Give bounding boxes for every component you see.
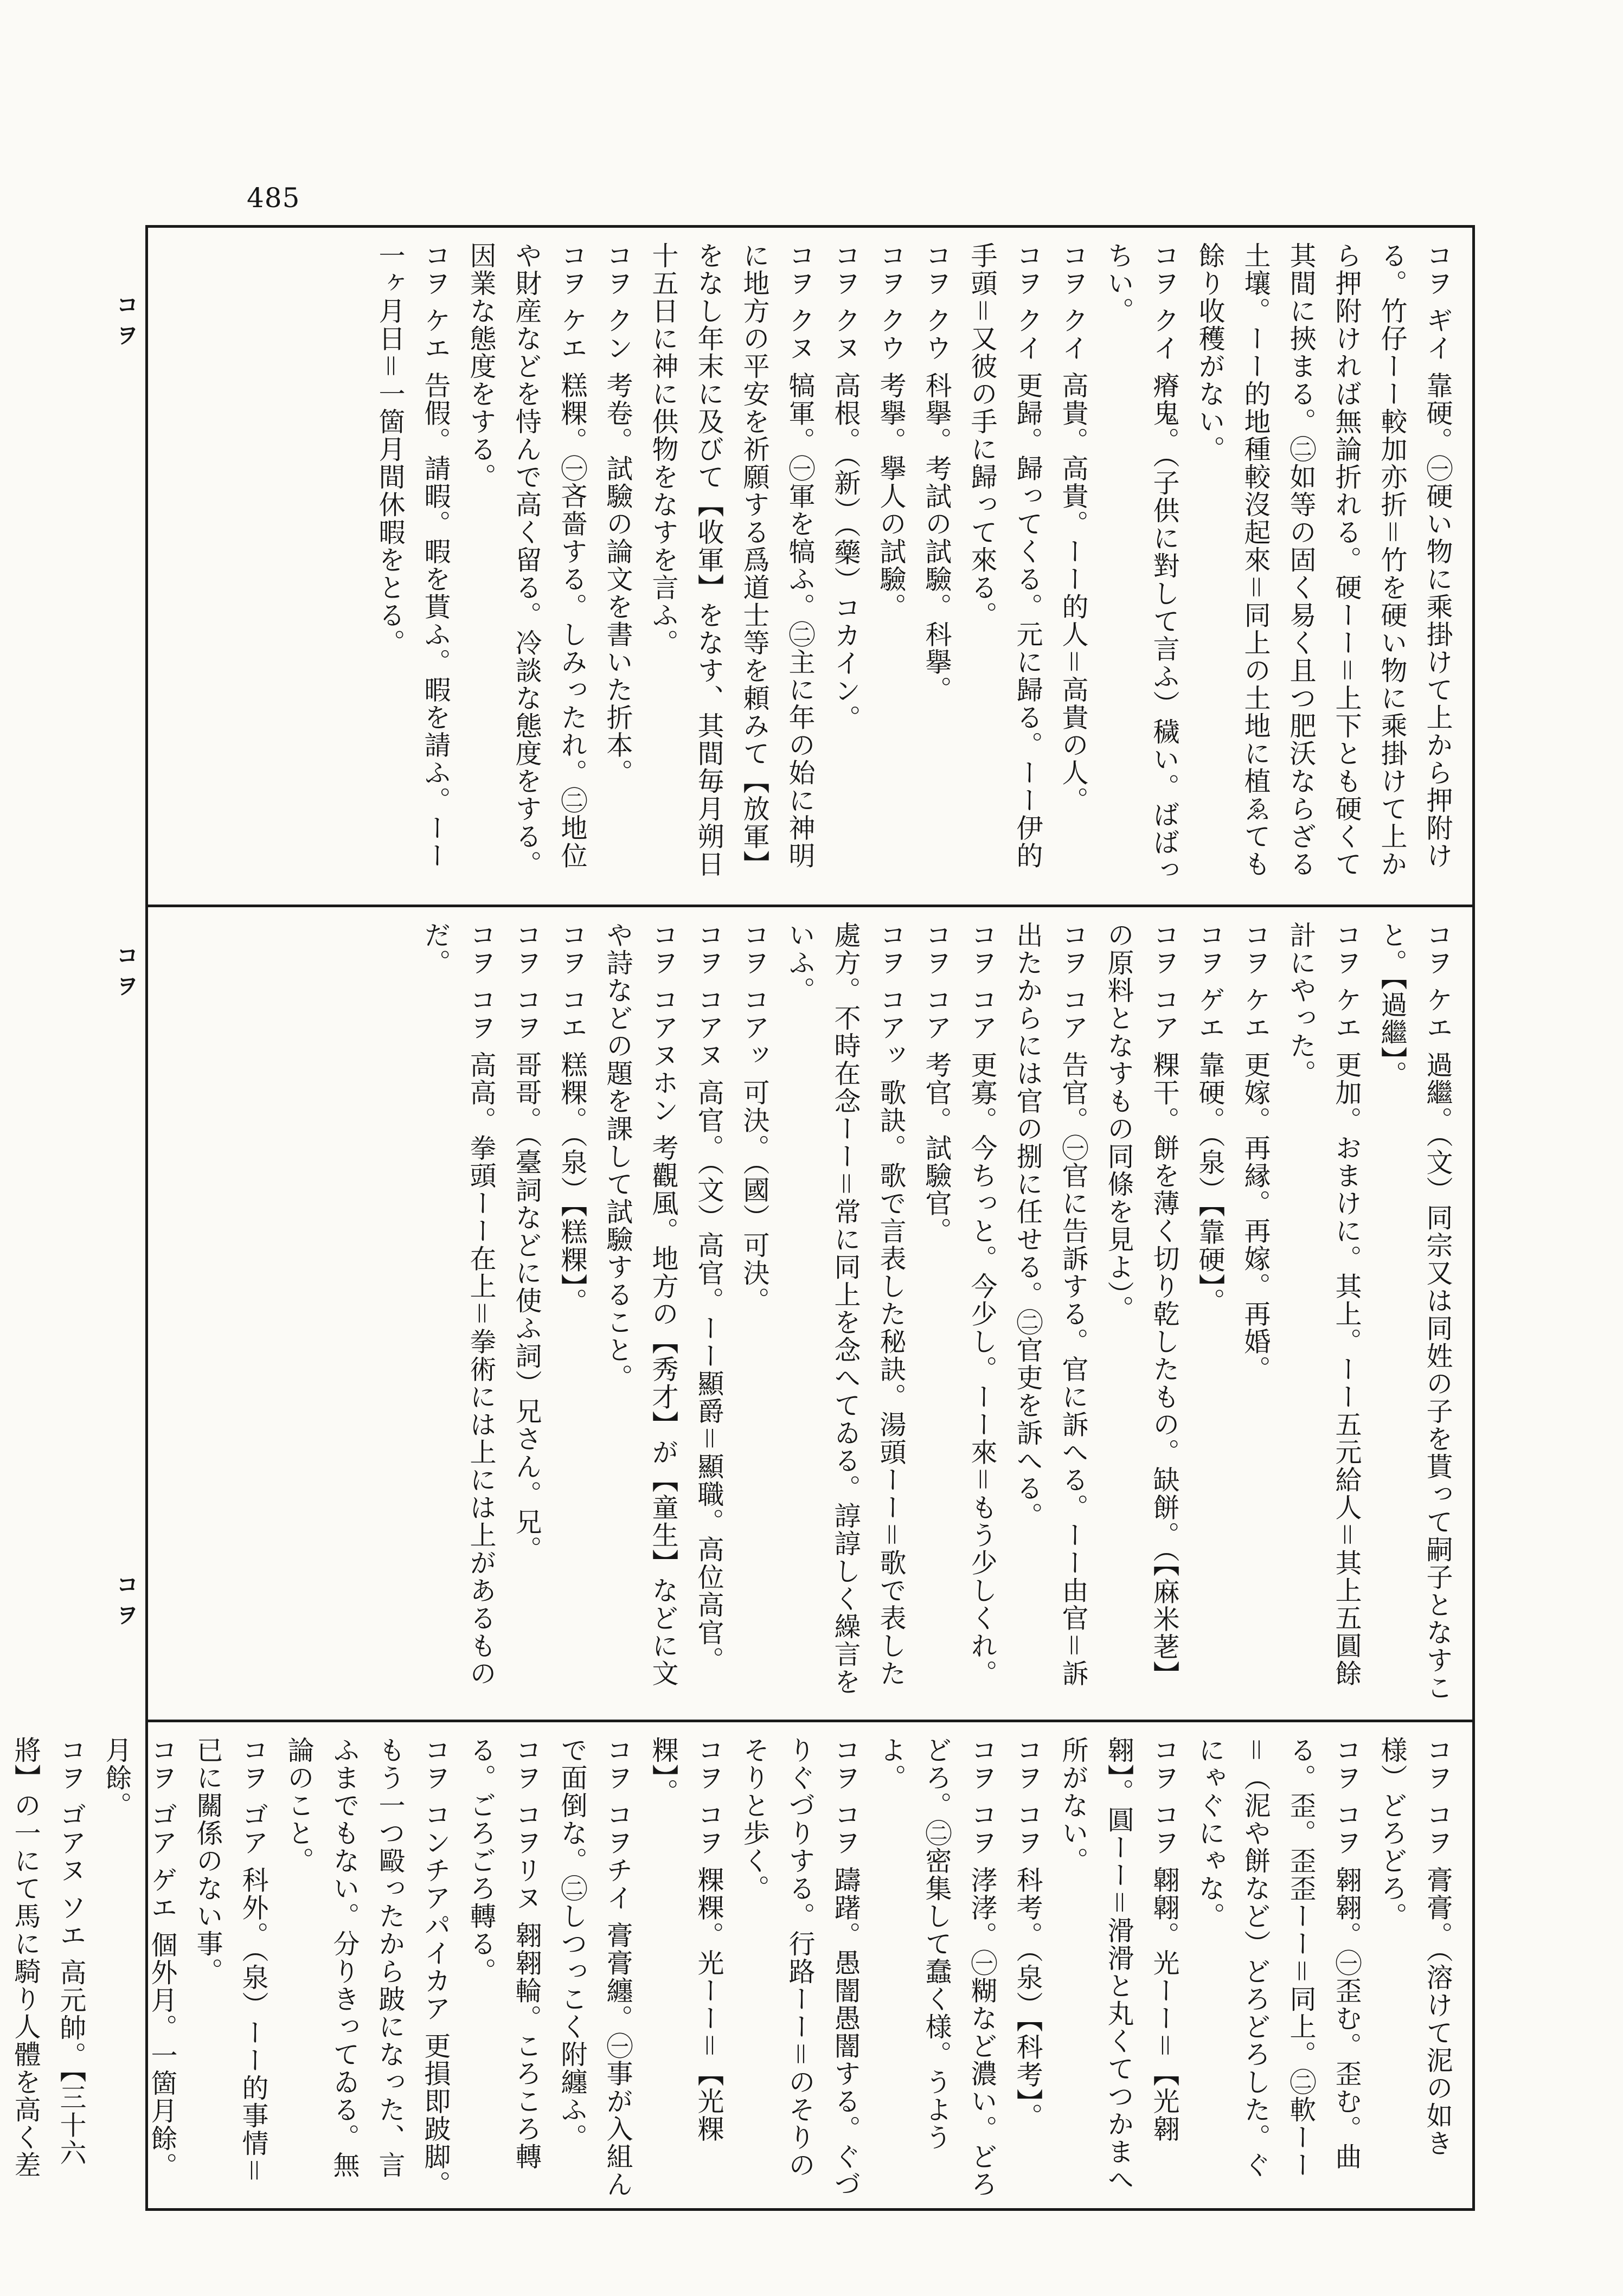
dictionary-entry: コヲ コヲ 翺翺。光ーー＝【光翱翱】。圓ーー＝滑滑と丸くてつかまへ所がない。 [1058, 1736, 1180, 2194]
dictionary-entry: コヲ コア 更寡。今ちっと。今少し。ーー來＝もう少しくれ。 [967, 921, 998, 1688]
dictionary-entry: コヲ コヲ 高高。拳頭ーー在上＝拳術には上には上があるものだ。 [420, 921, 497, 1688]
dictionary-entry: コヲ クヌ 犒軍。㊀軍を犒ふ。㊁主に年の始に神明に地方の平安を祈願する爲道士等を頼みて【放軍】をなし年末に及びて【收軍】をなす、其間毎月朔日十五日に神に供物をなすを言ふ。 [648, 242, 816, 878]
dictionary-entry: コヲ コヲ 翱翱。㊀歪む。歪む。曲る。歪。歪歪ーー＝同上。㊁軟ーー＝（泥や餅など）どろどろした。ぐにゃぐにゃな。 [1195, 1736, 1362, 2179]
tier-middle [148, 907, 1472, 1722]
dictionary-entry: コヲ ケエ 更嫁。再縁。再嫁。再婚。 [1240, 921, 1271, 1383]
dictionary-entry: コヲ コアッ 歌訣。歌で言表した秘訣。湯頭ーー＝歌で表した處方。不時在念ーー＝常に同上を念へてゐる。諄諄しく繰言をいふ。 [785, 921, 907, 1696]
dictionary-entry: コヲ コヲチイ 膏膏纏。㊀事が入組んで面倒な。㊁しつっこく附纏ふ。 [557, 1736, 633, 2198]
dictionary-entry: コヲ コア 告官。㊀官に告訴する。官に訴へる。ーー由官＝訴出たからには官の捌に任せる。㊁官吏を訴へる。 [1012, 921, 1089, 1688]
dictionary-entry: コヲ ゲエ 靠硬。（泉）【靠硬】。 [1195, 921, 1226, 1316]
dictionary-entry: コヲ ケエ 告假。請暇。暇を貰ふ。暇を請ふ。ーー一ヶ月日＝一箇月間休暇をとる。 [375, 242, 451, 870]
dictionary-entry: コヲ ゴア ゲエ 個外月。一箇月餘。月餘。 [101, 1736, 178, 2180]
dictionary-entry: コヲ コヲ 粿粿。光ーー＝【光粿粿】。 [648, 1736, 724, 2143]
dictionary-frame [10, 225, 1475, 2211]
dictionary-entry: コヲ クウ 考擧。擧人の試驗。 [876, 242, 907, 621]
dictionary-entry: コヲ クイ 瘠鬼。（子供に對して言ふ）穢い。ばばっちい。 [1104, 242, 1180, 884]
margin-label-middle: コヲ [113, 944, 139, 1004]
dictionary-entry: コヲ クウ 科擧。考試の試驗。科擧。 [921, 242, 952, 704]
dictionary-entry: コヲ コアッ 可決。（國）可決。 [739, 921, 770, 1314]
dictionary-entry: コヲ コア 粿干。餅を薄く切り乾したもの。缺餅。（【麻米荖】の原料となすもの同條を見よ）。 [1104, 921, 1180, 1689]
dictionary-entry: コヲ クイ 高貴。高貴。ーー的人＝高貴の人。 [1058, 242, 1089, 814]
dictionary-entry: コヲ クイ 更歸。歸ってくる。元に歸る。ーー伊的手頭＝又彼の手に歸って來る。 [967, 242, 1043, 870]
dictionary-entry: コヲ コヲ 哥哥。（臺詞などに使ふ詞）兄さん。兄。 [511, 921, 542, 1563]
dictionary-entry: コヲ コヲ 膏膏。（溶けて泥の如き様）どろどろ。 [1377, 1736, 1453, 2157]
dictionary-entry: コヲ ゴアヌ ソエ 高元帥。【三十六將】の一にて馬に騎り人體を高く差 [10, 1736, 87, 2179]
dictionary-entry: コヲ ケエ 糕粿。㊀吝嗇する。しみったれ。㊁地位や財産などを恃んで高く留る。冷談な態度をする。因業な態度をする。 [466, 242, 588, 878]
dictionary-entry: コヲ クヌ 高根。（新）（藥）コカイン。 [830, 242, 861, 733]
dictionary-entry: コヲ コヲ 科考。（泉）【科考】。 [1012, 1736, 1043, 2131]
dictionary-entry: コヲ ケエ 更加。おまけに。其上。ーー五元給人＝其上五圓餘計にやった。 [1286, 921, 1362, 1688]
dictionary-entry: コヲ ケエ 過繼。（文）同宗又は同姓の子を貰って嗣子となすこと。【過繼】。 [1377, 921, 1453, 1702]
dictionary-entry: コヲ コエ 糕粿。（泉）【糕粿】。 [557, 921, 588, 1316]
dictionary-entry: コヲ コヲリヌ 翱翱輪。ころころ轉る。ごろごろ轉る。 [466, 1736, 542, 2171]
dictionary-entry: コヲ コア 考官。試驗官。 [921, 921, 952, 1245]
dictionary-entry: コヲ ギイ 靠硬。㊀硬い物に乘掛けて上から押附ける。竹仔ーー較加亦折＝竹を硬い物に乘掛けて上から押附ければ無論折れる。硬ーー＝上下とも硬くて其間に挾まる。㊁如等の固く易く且つ肥沃ならざる土壤。ーー的地種較沒起來＝同上の土地に植ゑても餘り收穫がない。 [1195, 242, 1453, 878]
dictionary-entry: コヲ コンチアパイカア 更損即跛脚。もう一つ毆ったから跛になった、言ふまでもない。分りきってゐる。無論のこと。 [284, 1736, 451, 2198]
dictionary-entry: コヲ コアヌ 高官。（文）高官。ーー顯爵＝顯職。高位高官。 [694, 921, 724, 1674]
dictionary-entry: コヲ ゴア 科外。（泉）ーー的事情＝已に關係のない事。 [193, 1736, 269, 2185]
entry-columns-middle [160, 921, 1460, 1710]
dictionary-entry: コヲ コヲ 躊躇。愚闇愚闇する。ぐづりぐづりする。行路ーー＝のそりのそりと歩く。 [739, 1736, 861, 2198]
dictionary-entry: コヲ コアヌホン 考觀風。地方の【秀才】が【童生】などに文や詩などの題を課して試驗すること。 [602, 921, 679, 1688]
entry-columns-top [160, 242, 1460, 895]
margin-label-top: コヲ [113, 293, 139, 354]
tier-bottom [10, 1722, 1472, 2208]
tier-top [148, 228, 1472, 907]
dictionary-entry: コヲ コヲ 涍涍。㊀糊など濃い。どろどろ。㊁密集して蠢く様。うようよ。 [876, 1736, 998, 2198]
page-number: 485 [247, 182, 300, 214]
entry-columns-bottom [10, 1736, 1460, 2198]
dictionary-entry: コヲ クン 考卷。試驗の論文を書いた折本。 [602, 242, 633, 787]
margin-label-bottom: コヲ [113, 1573, 139, 1633]
